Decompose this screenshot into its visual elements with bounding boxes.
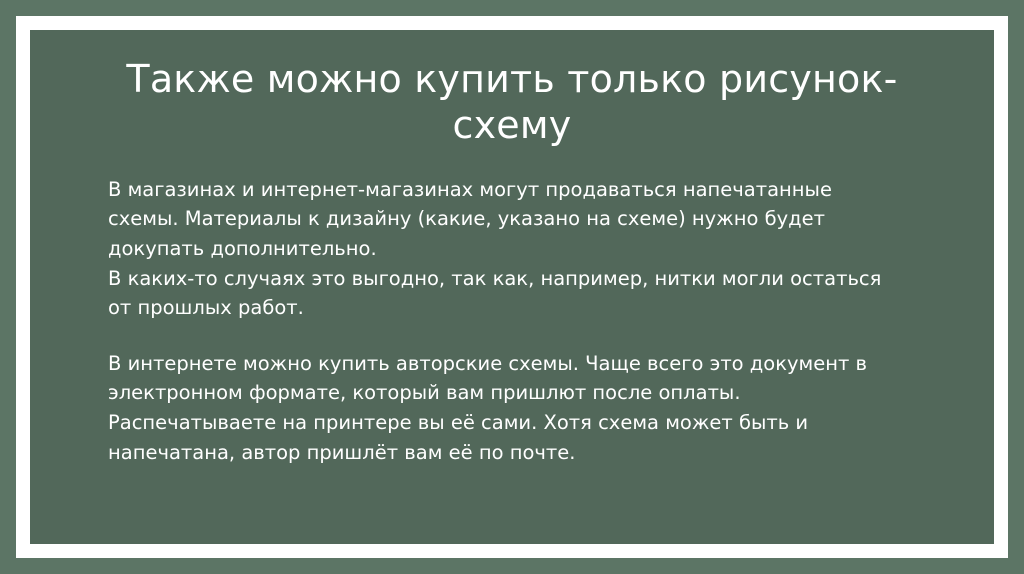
slide-body <box>100 175 924 468</box>
paragraph-1: В магазинах и интернет-магазинах могут продаваться напечатанные схемы. Материалы к дизайну (какие, указано на схеме) нужно будет докупать дополнительно. <box>108 177 832 260</box>
slide-content <box>30 30 994 544</box>
paragraph-spacer <box>108 323 904 349</box>
page-title: Также можно купить только рисунок-схему <box>126 57 898 148</box>
paragraph-3: В интернете можно купить авторские схемы. Чаще всего это документ в электронном формате, который вам пришлют после оплаты. Распечатываете на принтере вы её сами. Хотя схема может быть и напечатана, автор пришлёт вам её по почте. <box>108 351 868 464</box>
paragraph-2: В каких-то случаях это выгодно, так как, например, нитки могли остаться от прошлых работ. <box>108 266 882 320</box>
